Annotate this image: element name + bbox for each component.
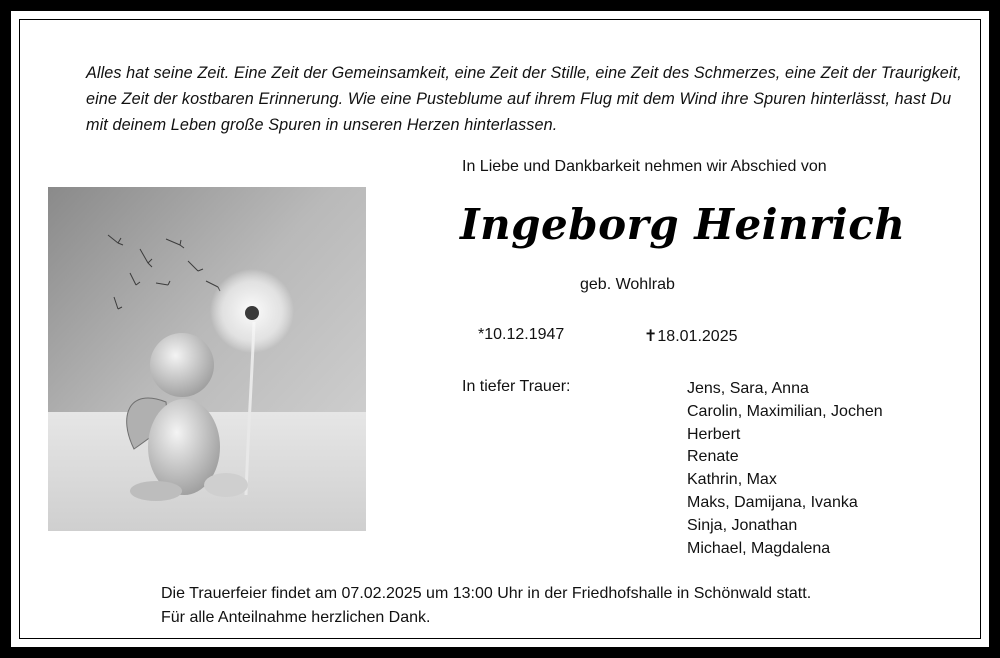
obituary-inner-border: [19, 19, 981, 639]
birth-date: *10.12.1947: [478, 326, 565, 343]
mourner-line: Jens, Sara, Anna: [687, 380, 809, 397]
mourner-list: [687, 378, 883, 560]
poem-line: eine Zeit der kostbaren Erinnerung. Wie eine Pusteblume auf ihrem Flug mit dem Wind ihre Spuren hinterlässt, hast Du: [86, 90, 952, 108]
intro-text: In Liebe und Dankbarkeit nehmen wir Abschied von: [462, 158, 827, 175]
poem-line: mit deinem Leben große Spuren in unseren Herzen hinterlassen.: [86, 116, 558, 134]
funeral-info: Die Trauerfeier findet am 07.02.2025 um 13:00 Uhr in der Friedhofshalle in Schönwald statt.: [161, 585, 812, 602]
death-date: 18.01.2025: [657, 328, 738, 345]
mourner-line: Renate: [687, 448, 739, 466]
mourner-line: Herbert: [687, 425, 741, 443]
mourner-line: Carolin, Maximilian, Jochen: [687, 402, 883, 420]
cross-icon: ✝: [644, 328, 658, 345]
deceased-name: Ingeborg Heinrich: [460, 200, 906, 249]
obituary-frame: [8, 8, 992, 650]
closing-text: [161, 582, 811, 630]
mourner-line: Michael, Magdalena: [687, 539, 831, 557]
poem-text: [86, 60, 966, 138]
thanks-line: Für alle Anteilnahme herzlichen Dank.: [161, 609, 431, 626]
angel-dandelion-photo: [48, 187, 366, 531]
poem-line: Alles hat seine Zeit. Eine Zeit der Gemeinsamkeit, eine Zeit der Stille, eine Zeit des Schmerzes, eine Zeit der Traurigkeit,: [86, 64, 962, 82]
mourner-line: Sinja, Jonathan: [687, 516, 798, 534]
born-name: geb. Wohlrab: [580, 276, 675, 293]
mourner-line: Kathrin, Max: [687, 471, 777, 489]
mourning-label: In tiefer Trauer:: [462, 378, 571, 395]
mourner-line: Maks, Damijana, Ivanka: [687, 493, 858, 511]
death-date-block: [644, 326, 737, 346]
